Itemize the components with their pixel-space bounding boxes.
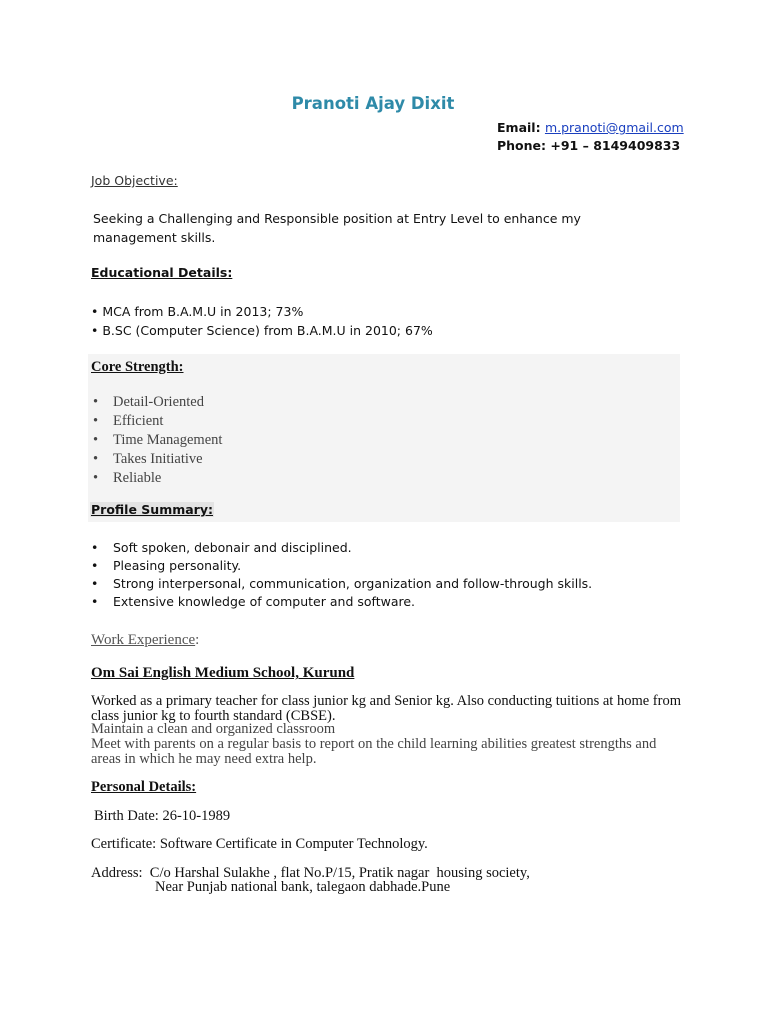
phone-line xyxy=(497,137,684,155)
work-duty: Maintain a clean and organized classroom xyxy=(91,721,336,737)
job-objective-heading: Job Objective: xyxy=(91,173,178,188)
work-experience-heading-text: Work Experience xyxy=(91,632,196,648)
work-experience-heading xyxy=(91,632,199,649)
address-line-1: Address: C/o Harshal Sulakhe , flat No.P/15, Pratik nagar housing society, xyxy=(91,865,530,881)
list-item: • Time Management xyxy=(90,431,222,450)
list-item: • Strong interpersonal, communication, organization and follow-through skills. xyxy=(91,575,651,593)
list-item: • Efficient xyxy=(90,412,222,431)
work-experience-heading-colon: : xyxy=(195,632,200,648)
certificate: Certificate: Software Certificate in Computer Technology. xyxy=(91,836,428,852)
email-label: Email: xyxy=(497,120,541,135)
profile-summary-heading-text: Profile Summary: xyxy=(91,502,213,517)
list-item: • Pleasing personality. xyxy=(91,557,651,575)
list-item: • Takes Initiative xyxy=(90,450,222,469)
education-heading: Educational Details: xyxy=(91,265,233,280)
personal-details-heading: Personal Details: xyxy=(91,779,197,795)
profile-summary-heading xyxy=(90,502,214,517)
core-strength-list xyxy=(90,393,222,488)
list-item: • Soft spoken, debonair and disciplined. xyxy=(91,539,651,557)
job-objective-text: Seeking a Challenging and Responsible position at Entry Level to enhance my management skills. xyxy=(93,211,581,245)
education-item: • B.SC (Computer Science) from B.A.M.U in 2010; 67% xyxy=(91,323,433,338)
email-link[interactable]: m.pranoti@gmail.com xyxy=(544,120,684,135)
core-strength-heading: Core Strength: xyxy=(91,359,184,375)
education-list xyxy=(91,302,433,340)
list-item: • Detail-Oriented xyxy=(90,393,222,412)
employer-name: Om Sai English Medium School, Kurund xyxy=(91,665,355,681)
list-item: • Extensive knowledge of computer and software. xyxy=(91,593,651,611)
phone-label: Phone: xyxy=(497,138,547,153)
birth-date: Birth Date: 26-10-1989 xyxy=(94,808,231,824)
education-item: • MCA from B.A.M.U in 2013; 73% xyxy=(91,304,304,319)
work-duty: Meet with parents on a regular basis to report on the child learning abilities greatest strengths and areas in which he may need extra help. xyxy=(91,736,657,767)
work-description: Worked as a primary teacher for class junior kg and Senior kg. Also conducting tuitions at home from class junior kg to fourth standard (CBSE). xyxy=(91,693,681,724)
address-line-2: Near Punjab national bank, talegaon dabhade.Pune xyxy=(155,879,451,895)
contact-block xyxy=(497,119,684,155)
candidate-name: Pranoti Ajay Dixit xyxy=(291,94,455,113)
profile-summary-list xyxy=(91,539,651,611)
email-line xyxy=(497,119,684,137)
list-item: • Reliable xyxy=(90,469,222,488)
phone-value: +91 – 8149409833 xyxy=(550,138,681,153)
